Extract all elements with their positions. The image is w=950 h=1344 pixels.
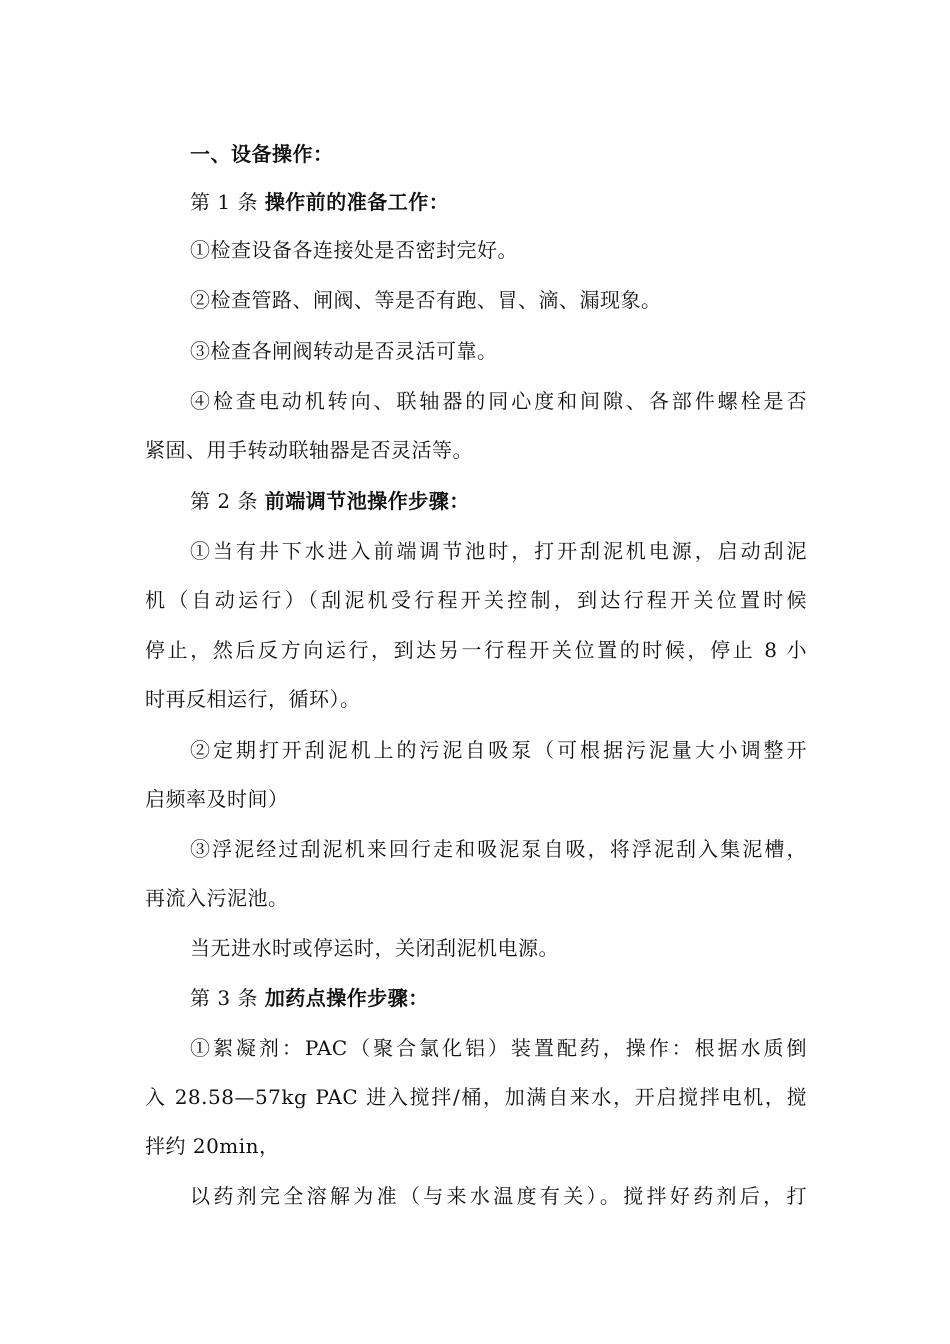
article-1-item-1: ①检查设备各连接处是否密封完好。 — [190, 238, 518, 262]
section-heading: 一、设备操作： — [190, 142, 334, 166]
article-2-p1-line-3: 停止，然后反方向运行，到达另一行程开关位置的时候，停止 8 小 — [145, 638, 807, 662]
article-2-p3-line-2: 再流入污泥池。 — [145, 886, 289, 910]
article-3-p1-line-2: 入 28.58—57kg PAC 进入搅拌/桶，加满自来水，开启搅拌电机，搅 — [145, 1085, 807, 1109]
article-1-item-4-line-1: ④检查电动机转向、联轴器的同心度和间隙、各部件螺栓是否 — [190, 389, 807, 413]
article-number: 第 2 条 — [190, 489, 258, 513]
article-title: 操作前的准备工作： — [264, 190, 450, 214]
article-2-p1-line-1: ①当有井下水进入前端调节池时，打开刮泥机电源，启动刮泥 — [190, 539, 807, 563]
article-2-p1-line-4: 时再反相运行，循环）。 — [145, 687, 361, 711]
article-title: 加药点操作步骤： — [264, 986, 429, 1010]
article-2-p2-line-1: ②定期打开刮泥机上的污泥自吸泵（可根据污泥量大小调整开 — [190, 738, 807, 762]
article-1-heading — [190, 189, 449, 215]
article-2-p3-line-1: ③浮泥经过刮泥机来回行走和吸泥泵自吸，将浮泥刮入集泥槽， — [190, 837, 807, 861]
article-3-p1-line-3: 拌约 20min， — [145, 1134, 280, 1158]
article-1-item-4-line-2: 紧固、用手转动联轴器是否灵活等。 — [145, 438, 473, 462]
article-3-heading — [190, 985, 429, 1011]
article-2-heading — [190, 488, 470, 514]
article-1-item-2: ②检查管路、闸阀、等是否有跑、冒、滴、漏现象。 — [190, 288, 662, 312]
article-number: 第 3 条 — [190, 986, 258, 1010]
article-2-p4: 当无进水时或停运时，关闭刮泥机电源。 — [190, 936, 559, 960]
article-1-item-3: ③检查各闸阀转动是否灵活可靠。 — [190, 339, 498, 363]
article-2-p2-line-2: 启频率及时间） — [145, 787, 289, 811]
article-2-p1-line-2: 机（自动运行）（刮泥机受行程开关控制，到达行程开关位置时候 — [145, 588, 807, 612]
article-3-p1-line-1: ①絮凝剂：PAC（聚合氯化铝）装置配药，操作：根据水质倒 — [190, 1036, 807, 1060]
article-number: 第 1 条 — [190, 190, 258, 214]
article-3-p2-line-1: 以药剂完全溶解为准（与来水温度有关）。搅拌好药剂后，打 — [190, 1184, 807, 1208]
article-title: 前端调节池操作步骤： — [264, 489, 470, 513]
